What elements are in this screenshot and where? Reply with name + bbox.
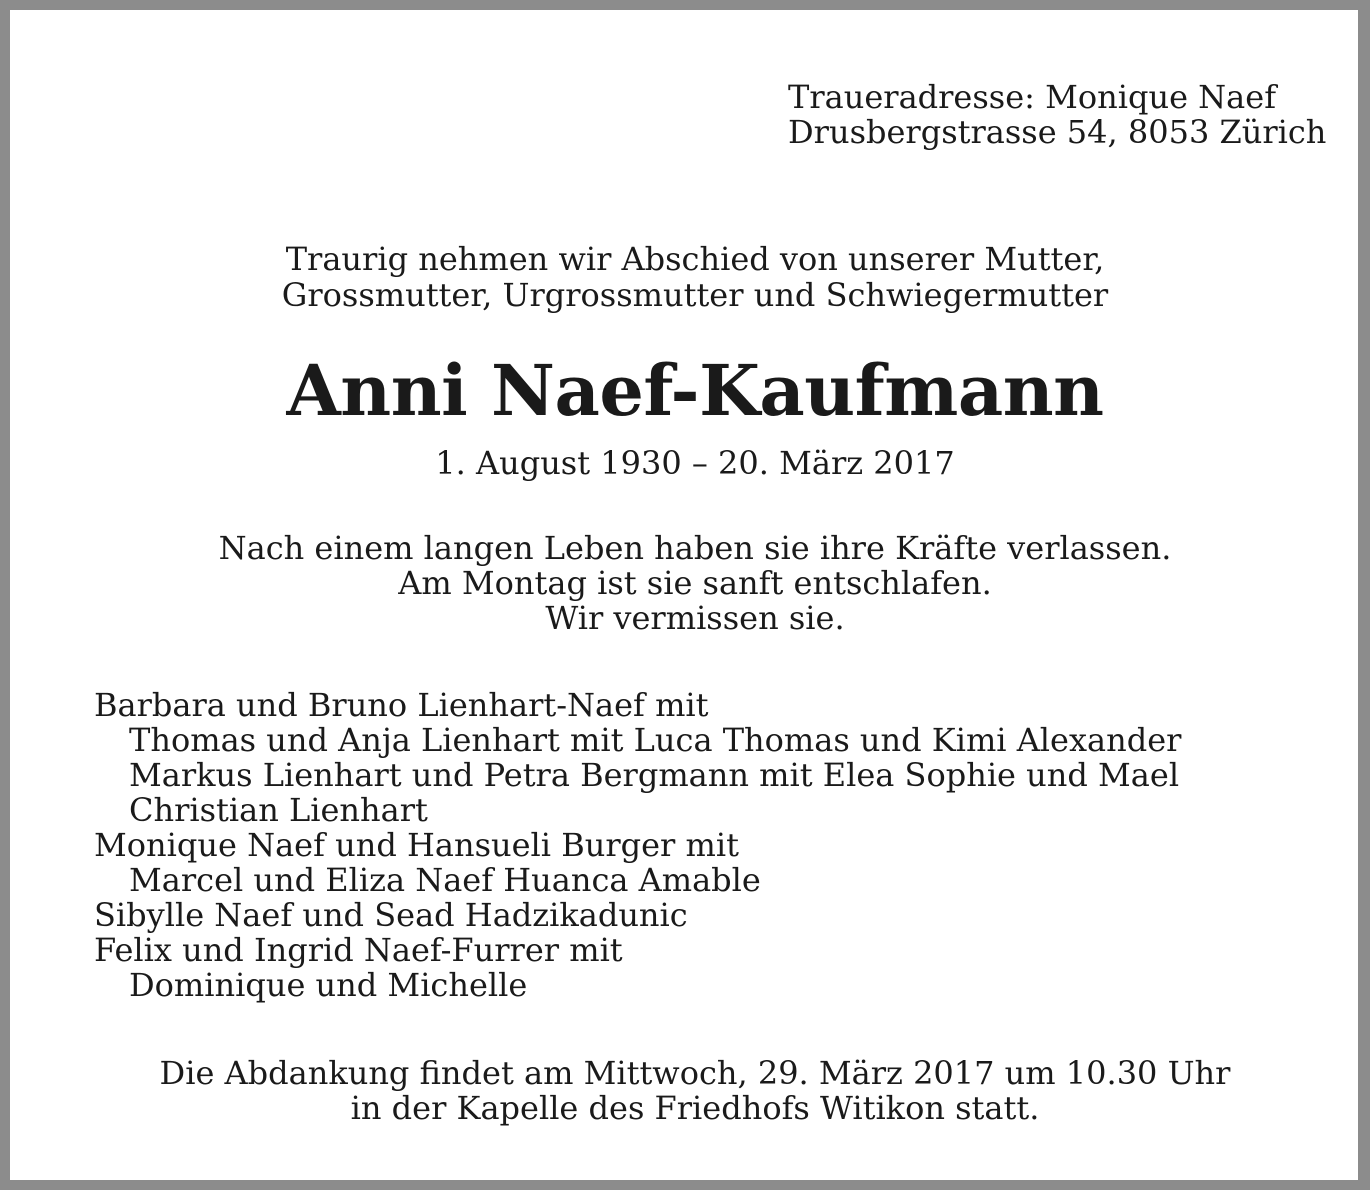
message-line: Am Montag ist sie sanft entschlafen. <box>398 564 992 602</box>
intro-line: Traurig nehmen wir Abschied von unserer Mutter, <box>285 240 1105 278</box>
mourner-line: Barbara und Bruno Lienhart-Naef mit <box>94 686 709 724</box>
message-line: Wir vermissen sie. <box>545 599 845 637</box>
life-dates: 1. August 1930 – 20. März 2017 <box>435 444 955 482</box>
intro-text <box>10 241 1370 313</box>
address-line-street: Drusbergstrasse 54, 8053 Zürich <box>788 113 1327 151</box>
mourner-line: Thomas und Anja Lienhart mit Luca Thomas und Kimi Alexander <box>129 721 1182 759</box>
mourner-line: Marcel und Eliza Naef Huanca Amable <box>129 861 761 899</box>
funeral-service-info <box>10 1056 1370 1126</box>
mourning-address <box>788 80 1326 150</box>
mourner-line: Dominique und Michelle <box>129 966 528 1004</box>
address-line-name: Traueradresse: Monique Naef <box>788 78 1277 116</box>
deceased-name: Anni Naef-Kaufmann <box>286 349 1104 432</box>
farewell-message <box>10 531 1370 636</box>
mourner-line: Christian Lienhart <box>129 791 428 829</box>
mourners-list <box>94 688 1181 1003</box>
mourner-line: Felix und Ingrid Naef-Furrer mit <box>94 931 623 969</box>
intro-line: Grossmutter, Urgrossmutter und Schwiegermutter <box>281 276 1109 314</box>
mourner-line: Markus Lienhart und Petra Bergmann mit Elea Sophie und Mael <box>129 756 1180 794</box>
mourner-line: Sibylle Naef und Sead Hadzikadunic <box>94 896 688 934</box>
service-line: Die Abdankung findet am Mittwoch, 29. März 2017 um 10.30 Uhr <box>159 1054 1231 1092</box>
mourner-line: Monique Naef und Hansueli Burger mit <box>94 826 739 864</box>
service-line: in der Kapelle des Friedhofs Witikon statt. <box>350 1089 1040 1127</box>
message-line: Nach einem langen Leben haben sie ihre Kräfte verlassen. <box>218 529 1172 567</box>
